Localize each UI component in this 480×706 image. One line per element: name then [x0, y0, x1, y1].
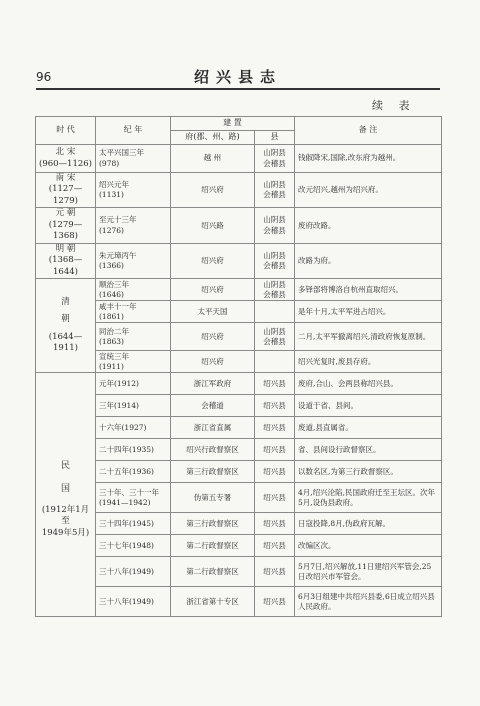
xian-cell: [255, 461, 295, 483]
era-cell-minguo: [36, 373, 96, 617]
era-cell-qing-line: 清: [61, 296, 70, 307]
era-cell-qing-line: (1644—1911): [48, 331, 83, 354]
xian-cell-line: 绍兴县: [263, 400, 286, 410]
fu-cell: 绍兴路: [171, 208, 255, 243]
page-number: 96: [36, 70, 52, 84]
xian-cell: [255, 535, 295, 557]
era-cell-minguo-line: (1912年1月至: [41, 504, 90, 527]
xian-cell-line: 山阴县: [263, 215, 286, 225]
xian-cell-line: 绍兴县: [263, 596, 286, 606]
year-cell-line: (1276): [99, 225, 124, 235]
fu-cell: 太平天国: [171, 301, 255, 323]
year-cell-line: 二十五年(1936): [99, 466, 154, 476]
year-cell-line: 三十八年(1949): [99, 596, 154, 606]
fu-cell: 第二行政督察区: [171, 535, 255, 557]
year-cell: [96, 513, 171, 535]
fu-cell: 绍兴府: [171, 351, 255, 373]
note-cell: 废府改路。: [295, 208, 442, 243]
xian-cell: [255, 173, 295, 208]
fu-cell: 第二行政督察区: [171, 557, 255, 587]
year-cell-line: (1646): [99, 289, 124, 299]
xian-cell: [255, 417, 295, 439]
table-row: [36, 439, 442, 461]
xian-cell: [255, 351, 295, 373]
era-cell-minguo-line: 1949年5月): [41, 527, 90, 538]
note-cell: 二月,太平军撤离绍兴,清政府恢复原制。: [295, 323, 442, 351]
table-row: [36, 145, 442, 173]
era-cell-line: 南 宋: [55, 173, 76, 183]
note-cell: 4月,绍兴沦陷,民国政府迁至王坛区。次年5月,设伪县政府。: [295, 483, 442, 513]
year-cell-line: 至元十三年: [99, 215, 137, 225]
xian-cell-line: 绍兴县: [263, 566, 286, 576]
table-row: [36, 323, 442, 351]
table-row: [36, 535, 442, 557]
xian-cell: [255, 483, 295, 513]
table-row: [36, 417, 442, 439]
era-cell: [36, 145, 96, 173]
xian-cell-line: 绍兴县: [263, 518, 286, 528]
xian-cell-line: 会稽县: [263, 158, 286, 168]
xian-cell-line: 绍兴县: [263, 492, 286, 502]
xian-cell-line: 山阴县: [263, 250, 286, 260]
era-cell-minguo-line: 国: [60, 483, 70, 494]
year-cell: [96, 483, 171, 513]
xian-cell: [255, 439, 295, 461]
year-cell-line: 绍兴元年: [99, 180, 129, 190]
fu-cell: 浙江军政府: [171, 373, 255, 395]
era-cell: [36, 173, 96, 208]
header-fu: 府(郡、州、路): [171, 131, 255, 145]
xian-cell-line: 山阴县: [263, 326, 286, 336]
table-row: [36, 483, 442, 513]
table-row: [36, 557, 442, 587]
xian-cell: [255, 145, 295, 173]
table-row: [36, 461, 442, 483]
year-cell-line: (1366): [99, 261, 124, 271]
era-cell-line: 明 朝: [55, 243, 76, 254]
note-cell: 日寇投降,8月,伪政府瓦解。: [295, 513, 442, 535]
fu-cell: 越 州: [171, 145, 255, 173]
year-cell-line: (1863): [99, 336, 124, 346]
year-cell-line: 十六年(1927): [99, 422, 147, 432]
note-cell: 设道于省、县间。: [295, 395, 442, 417]
note-cell: 6月3日组建中共绍兴县委,6日成立绍兴县人民政府。: [295, 587, 442, 617]
year-cell-line: 三年(1914): [99, 400, 139, 410]
xian-cell-line: 山阴县: [263, 180, 286, 190]
table-body: [36, 145, 442, 617]
fu-cell: 绍兴府: [171, 279, 255, 301]
year-cell: [96, 439, 171, 461]
year-cell-line: (1911): [99, 361, 124, 371]
year-cell: [96, 173, 171, 208]
table-row: [36, 351, 442, 373]
table-row: [36, 587, 442, 617]
note-cell: 钱俶降宋,国除,改东府为越州。: [295, 145, 442, 173]
continued-label: 续 表: [372, 99, 416, 112]
header-note: 备 注: [295, 117, 442, 145]
xian-cell: [255, 243, 295, 278]
year-cell: [96, 535, 171, 557]
note-cell: 改元绍兴,越州为绍兴府。: [295, 173, 442, 208]
year-cell-line: (978): [99, 158, 120, 168]
xian-cell-line: 绍兴县: [263, 422, 286, 432]
note-cell: 绍兴光复时,废县存府。: [295, 351, 442, 373]
fu-cell: 浙江省第十专区: [171, 587, 255, 617]
table-row: [36, 243, 442, 278]
note-cell: 是年十月,太平军进占绍兴。: [295, 301, 442, 323]
fu-cell: 第三行政督察区: [171, 461, 255, 483]
page-header: [36, 66, 440, 88]
fu-cell: 浙江省直属: [171, 417, 255, 439]
xian-cell-line: 会稽县: [263, 336, 286, 346]
era-cell-line: (960—1126): [39, 158, 92, 169]
xian-cell: [255, 323, 295, 351]
note-cell: 以数名区,为第三行政督察区。: [295, 461, 442, 483]
xian-cell-line: 绍兴县: [263, 444, 286, 454]
note-cell: 省、县间设行政督察区。: [295, 439, 442, 461]
table-row: [36, 208, 442, 243]
xian-cell-line: 会稽县: [263, 289, 286, 299]
note-cell: 废府,合山、会两县称绍兴县。: [295, 373, 442, 395]
year-cell-line: 朱元璋丙午: [99, 250, 137, 260]
jianzhi-table: [35, 116, 442, 617]
era-cell-line: 北 宋: [55, 147, 76, 158]
xian-cell: [255, 279, 295, 301]
table-row: [36, 373, 442, 395]
year-cell: [96, 279, 171, 301]
fu-cell: 会稽道: [171, 395, 255, 417]
year-cell: [96, 323, 171, 351]
table-row: [36, 173, 442, 208]
header-era: 时 代: [36, 117, 96, 145]
fu-cell: 绍兴行政督察区: [171, 439, 255, 461]
year-cell-line: 三十八年(1949): [99, 566, 154, 576]
era-cell-qing-line: 朝: [61, 314, 70, 325]
year-cell-line: (1941—1942): [99, 497, 151, 507]
xian-cell: [255, 373, 295, 395]
header-year: 纪 年: [96, 117, 171, 145]
year-cell-line: (1131): [99, 190, 124, 200]
xian-cell: [255, 513, 295, 535]
xian-cell-line: 山阴县: [263, 148, 286, 158]
year-cell: [96, 301, 171, 323]
xian-cell: [255, 395, 295, 417]
fu-cell: 绍兴府: [171, 173, 255, 208]
book-title: 绍兴县志: [193, 68, 282, 86]
era-cell-qing: [36, 279, 96, 373]
year-cell: [96, 587, 171, 617]
fu-cell: 伪第五专署: [171, 483, 255, 513]
xian-cell-line: 绍兴县: [263, 540, 286, 550]
fu-cell: 绍兴府: [171, 323, 255, 351]
xian-cell-line: 山阴县: [263, 279, 286, 289]
year-cell: [96, 461, 171, 483]
xian-cell-line: 会稽县: [263, 261, 286, 271]
year-cell: [96, 417, 171, 439]
year-cell-line: 咸丰十一年: [99, 301, 137, 311]
fu-cell: 绍兴府: [171, 243, 255, 278]
table-row: [36, 279, 442, 301]
header-xian: 县: [255, 131, 295, 145]
year-cell: [96, 373, 171, 395]
xian-cell: [255, 557, 295, 587]
header-rule: [36, 88, 440, 90]
xian-cell-line: 绍兴县: [263, 378, 286, 388]
era-cell-minguo-line: 民: [60, 461, 70, 472]
era-cell: [36, 243, 96, 278]
year-cell-line: 同治二年: [99, 326, 129, 336]
note-cell: 改编区次。: [295, 535, 442, 557]
header-jianzhi: 建 置: [171, 117, 295, 131]
table-row: [36, 301, 442, 323]
year-cell-line: 元年(1912): [99, 378, 139, 388]
era-cell-line: (1368—1644): [48, 255, 83, 277]
xian-cell-line: 会稽县: [263, 190, 286, 200]
year-cell-line: 三十四年(1945): [99, 518, 154, 528]
note-cell: 废道,县直属省。: [295, 417, 442, 439]
xian-cell-line: 会稽县: [263, 225, 286, 235]
year-cell: [96, 208, 171, 243]
year-cell: [96, 395, 171, 417]
note-cell: 改路为府。: [295, 243, 442, 278]
fu-cell: 第三行政督察区: [171, 513, 255, 535]
year-cell-line: 二十四年(1935): [99, 444, 154, 454]
year-cell-line: 三十七年(1948): [99, 540, 154, 550]
era-cell-line: (1127—1279): [48, 184, 83, 206]
xian-cell: [255, 587, 295, 617]
year-cell-line: 顺治三年: [99, 279, 129, 289]
xian-cell-line: 绍兴县: [263, 466, 286, 476]
table-row: [36, 513, 442, 535]
year-cell-line: 太平兴国三年: [99, 148, 144, 158]
year-cell-line: 三十年、三十一年: [99, 487, 159, 497]
year-cell: [96, 243, 171, 278]
era-cell-line: 元 朝: [55, 208, 76, 219]
xian-cell: [255, 208, 295, 243]
era-cell: [36, 208, 96, 243]
era-cell-line: (1279—1368): [48, 219, 83, 242]
note-cell: 5月7日,绍兴解放,11日建绍兴军管会,25日改绍兴市军管会。: [295, 557, 442, 587]
year-cell: [96, 557, 171, 587]
xian-cell: [255, 301, 295, 323]
year-cell-line: (1861): [99, 311, 124, 321]
year-cell: [96, 351, 171, 373]
table-row: [36, 395, 442, 417]
year-cell-line: 宣统三年: [99, 351, 129, 361]
note-cell: 多铎部将博洛自杭州直取绍兴。: [295, 279, 442, 301]
year-cell: [96, 145, 171, 173]
